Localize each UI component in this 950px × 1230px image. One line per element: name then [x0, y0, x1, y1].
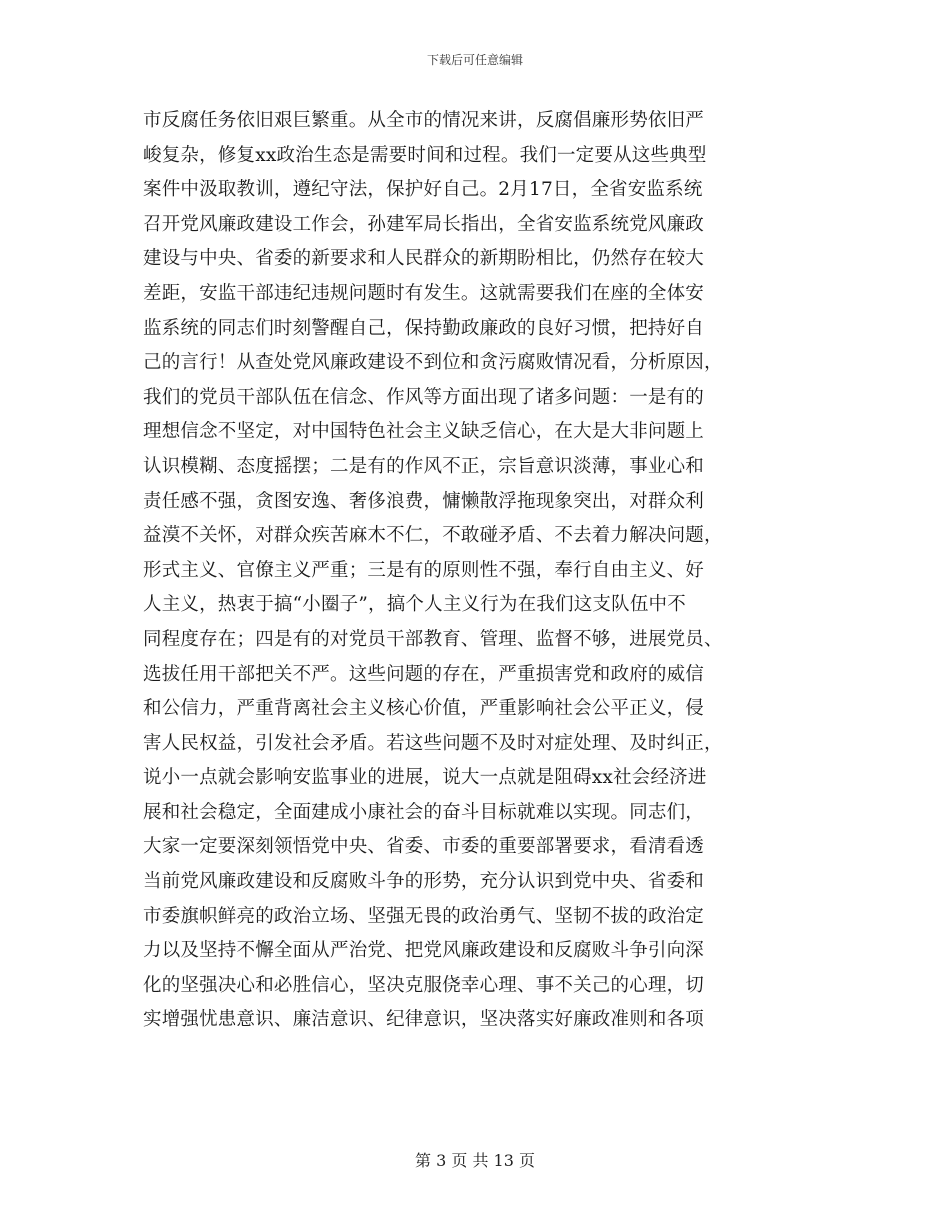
text-line: 召开党风廉政建设工作会，孙建军局长指出，全省安监系统党风廉政: [143, 213, 705, 235]
text-line: 认识模糊、态度摇摆；二是有的作风不正，宗旨意识淡薄，事业心和: [143, 455, 705, 477]
text-line: 市委旗帜鲜亮的政治立场、坚强无畏的政治勇气、坚韧不拔的政治定: [143, 905, 705, 927]
body-text: [143, 104, 803, 1038]
text-line: 案件中汲取教训，遵纪守法，保护好自己。2月17日，全省安监系统: [143, 179, 703, 201]
text-line: 害人民权益，引发社会矛盾。若这些问题不及时对症处理、及时纠正，: [143, 732, 723, 754]
text-line: 展和社会稳定，全面建成小康社会的奋斗目标就难以实现。同志们，: [143, 801, 705, 823]
text-line: 实增强忧患意识、廉洁意识、纪律意识，坚决落实好廉政准则和各项: [143, 1009, 705, 1031]
text-line: 市反腐任务依旧艰巨繁重。从全市的情况来讲，反腐倡廉形势依旧严: [143, 110, 705, 131]
page-header: 下载后可任意编辑: [426, 53, 523, 67]
text-line: 己的言行！从查处党风廉政建设不到位和贪污腐败情况看，分析原因，: [143, 352, 723, 374]
text-line: 和公信力，严重背离社会主义核心价值，严重影响社会公平正义，侵: [143, 698, 705, 720]
text-line: 峻复杂，修复xx政治生态是需要时间和过程。我们一定要从这些典型: [143, 144, 707, 166]
text-line: 监系统的同志们时刻警醒自己，保持勤政廉政的良好习惯，把持好自: [143, 317, 705, 339]
text-line: 人主义，热衷于搞“小圈子”，搞个人主义行为在我们这支队伍中不: [143, 594, 686, 616]
text-line: 大家一定要深刻领悟党中央、省委、市委的重要部署要求，看清看透: [143, 836, 705, 858]
text-line: 建设与中央、省委的新要求和人民群众的新期盼相比，仍然存在较大: [143, 248, 705, 270]
text-line: 化的坚强决心和必胜信心，坚决克服侥幸心理、事不关己的心理，切: [143, 974, 705, 996]
text-line: 说小一点就会影响安监事业的进展，说大一点就是阻碍xx社会经济进: [143, 767, 707, 789]
text-line: 益漠不关怀，对群众疾苦麻木不仁，不敢碰矛盾、不去着力解决问题，: [143, 525, 723, 547]
text-line: 差距，安监干部违纪违规问题时有发生。这就需要我们在座的全体安: [143, 282, 705, 304]
text-line: 力以及坚持不懈全面从严治党、把党风廉政建设和反腐败斗争引向深: [143, 940, 705, 962]
text-line: 我们的党员干部队伍在信念、作风等方面出现了诸多问题：一是有的: [143, 386, 705, 408]
text-line: 形式主义、官僚主义严重；三是有的原则性不强，奉行自由主义、好: [143, 559, 705, 581]
text-line: 同程度存在；四是有的对党员干部教育、管理、监督不够，进展党员、: [143, 628, 723, 650]
text-line: 责任感不强，贪图安逸、奢侈浪费，慵懒散浮拖现象突出，对群众利: [143, 490, 705, 512]
text-line: 当前党风廉政建设和反腐败斗争的形势，充分认识到党中央、省委和: [143, 871, 705, 893]
text-line: 理想信念不坚定，对中国特色社会主义缺乏信心，在大是大非问题上: [143, 421, 705, 443]
page-number-footer: 第 3 页 共 13 页: [415, 1151, 535, 1170]
text-line: 选拔任用干部把关不严。这些问题的存在，严重损害党和政府的威信: [143, 663, 705, 685]
